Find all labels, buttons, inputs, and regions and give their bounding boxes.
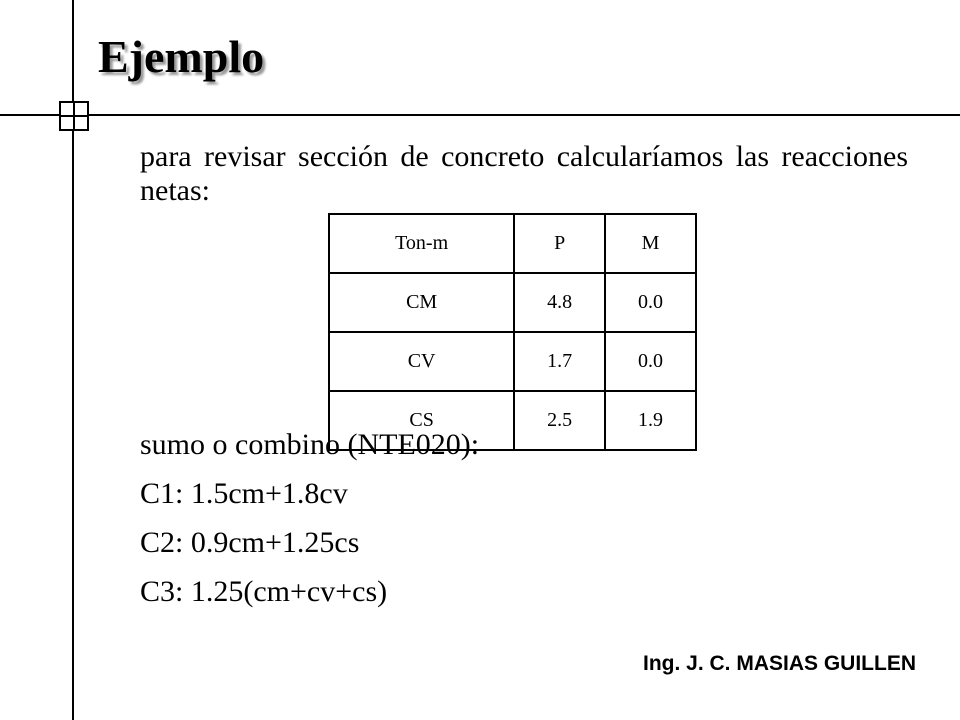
table-cell: 0.0 xyxy=(605,332,696,391)
table-cell: 1.7 xyxy=(514,332,605,391)
table-cell: 0.0 xyxy=(605,273,696,332)
table-cell: CV xyxy=(329,332,514,391)
combination-c2: C2: 0.9cm+1.25cs xyxy=(140,526,360,559)
table-cell: CM xyxy=(329,273,514,332)
table-row xyxy=(329,332,696,391)
intro-text: para revisar sección de concreto calcularíamos las reacciones netas: xyxy=(140,140,908,207)
table-cell: CS xyxy=(329,391,514,450)
header-cell: M xyxy=(605,214,696,273)
table-cell: 2.5 xyxy=(514,391,605,450)
combination-list xyxy=(140,420,479,616)
table-cell: 4.8 xyxy=(514,273,605,332)
combination-c1: C1: 1.5cm+1.8cv xyxy=(140,477,348,510)
horizontal-rule xyxy=(0,114,960,116)
author-credit: Ing. J. C. MASIAS GUILLEN xyxy=(642,652,916,675)
loads-table xyxy=(328,213,697,451)
header-cell: Ton-m xyxy=(329,214,514,273)
table-header-row xyxy=(329,214,696,273)
slide-title: Ejemplo xyxy=(98,31,265,82)
table-cell: 1.9 xyxy=(605,391,696,450)
header-cell: P xyxy=(514,214,605,273)
table-row xyxy=(329,273,696,332)
combination-c3: C3: 1.25(cm+cv+cs) xyxy=(140,575,388,608)
combination-intro: sumo o combino (NTE020): xyxy=(140,428,480,461)
corner-box-ornament xyxy=(59,101,89,131)
